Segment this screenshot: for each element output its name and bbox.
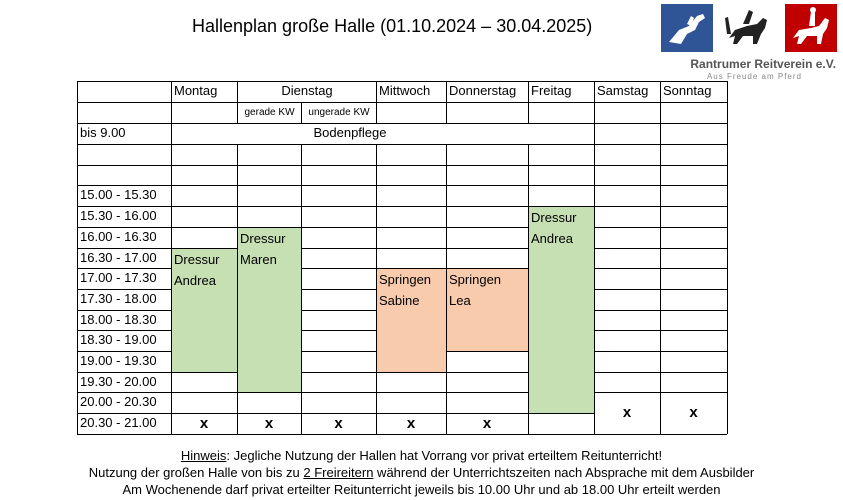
page-title: Hallenplan große Halle (01.10.2024 – 30.04.2025) xyxy=(192,16,593,36)
time-slot: 16.00 - 16.30 xyxy=(80,229,157,244)
session-label xyxy=(376,268,446,311)
time-slot: 15.00 - 15.30 xyxy=(80,187,157,202)
not-available-mark: x xyxy=(264,415,274,432)
time-slot: 18.30 - 19.00 xyxy=(80,332,157,347)
notes xyxy=(0,447,843,498)
session-type: Springen xyxy=(379,272,432,287)
session-type: Springen xyxy=(449,272,502,287)
day-header: Sonntag xyxy=(663,83,712,98)
session-label xyxy=(237,227,301,270)
time-slot: 17.00 - 17.30 xyxy=(80,270,157,285)
not-available-mark: x xyxy=(622,404,632,421)
note-text: während der Unterrichtszeiten nach Absprache mit dem Ausbilder xyxy=(373,465,755,480)
session-label xyxy=(528,206,594,249)
helper-riders-line xyxy=(0,464,843,481)
organization-tagline: Aus Freude am Pferd xyxy=(706,72,802,81)
session-trainer: Sabine xyxy=(379,293,420,308)
not-available-mark: x xyxy=(406,415,416,432)
day-header: Samstag xyxy=(597,83,649,98)
subheader-odd-week: ungerade KW xyxy=(308,107,370,118)
not-available-mark: x xyxy=(482,415,492,432)
time-slot: 16.30 - 17.00 xyxy=(80,250,157,265)
time-slot: 19.30 - 20.00 xyxy=(80,374,157,389)
session-type: Dressur xyxy=(531,210,577,225)
day-header: Freitag xyxy=(531,83,572,98)
day-header: Dienstag xyxy=(281,83,333,98)
time-slot: 20.00 - 20.30 xyxy=(80,394,157,409)
subheader-even-week: gerade KW xyxy=(244,107,295,118)
session-trainer: Andrea xyxy=(531,231,573,246)
floor-care-label: Bodenpflege xyxy=(313,125,387,140)
weekend-line: Am Wochenende darf privat erteilter Reitunterricht jeweils bis 10.00 Uhr und ab 18.00 Uhr erteilt werden xyxy=(122,482,721,497)
hint-label: Hinweis xyxy=(180,448,227,463)
time-slot: 15.30 - 16.00 xyxy=(80,208,157,223)
time-slot: 20.30 - 21.00 xyxy=(80,415,157,430)
session-type: Dressur xyxy=(174,252,220,267)
time-slot: 18.00 - 18.30 xyxy=(80,312,157,327)
hint-text: : Jegliche Nutzung der Hallen hat Vorrang vor privat erteiltem Reitunterricht! xyxy=(226,448,663,463)
time-slot: 17.30 - 18.00 xyxy=(80,291,157,306)
day-header: Montag xyxy=(174,83,218,98)
note-text: Nutzung der großen Halle von bis zu xyxy=(88,465,304,480)
time-slot: 19.00 - 19.30 xyxy=(80,353,157,368)
session-trainer: Andrea xyxy=(174,273,216,288)
day-header: Mittwoch xyxy=(379,83,431,98)
session-label xyxy=(446,268,528,311)
not-available-mark: x xyxy=(334,415,343,432)
organization-name: Rantrumer Reitverein e.V. xyxy=(690,57,836,71)
not-available-mark: x xyxy=(689,404,698,421)
session-label xyxy=(171,248,237,291)
session-trainer: Lea xyxy=(449,293,471,308)
session-type: Dressur xyxy=(240,231,286,246)
hint-line xyxy=(0,447,843,464)
session-trainer: Maren xyxy=(240,252,277,267)
time-slot: bis 9.00 xyxy=(80,125,126,140)
note-underlined: 2 Freireitern xyxy=(303,465,374,480)
not-available-mark: x xyxy=(199,415,209,432)
day-header: Donnerstag xyxy=(449,83,517,98)
